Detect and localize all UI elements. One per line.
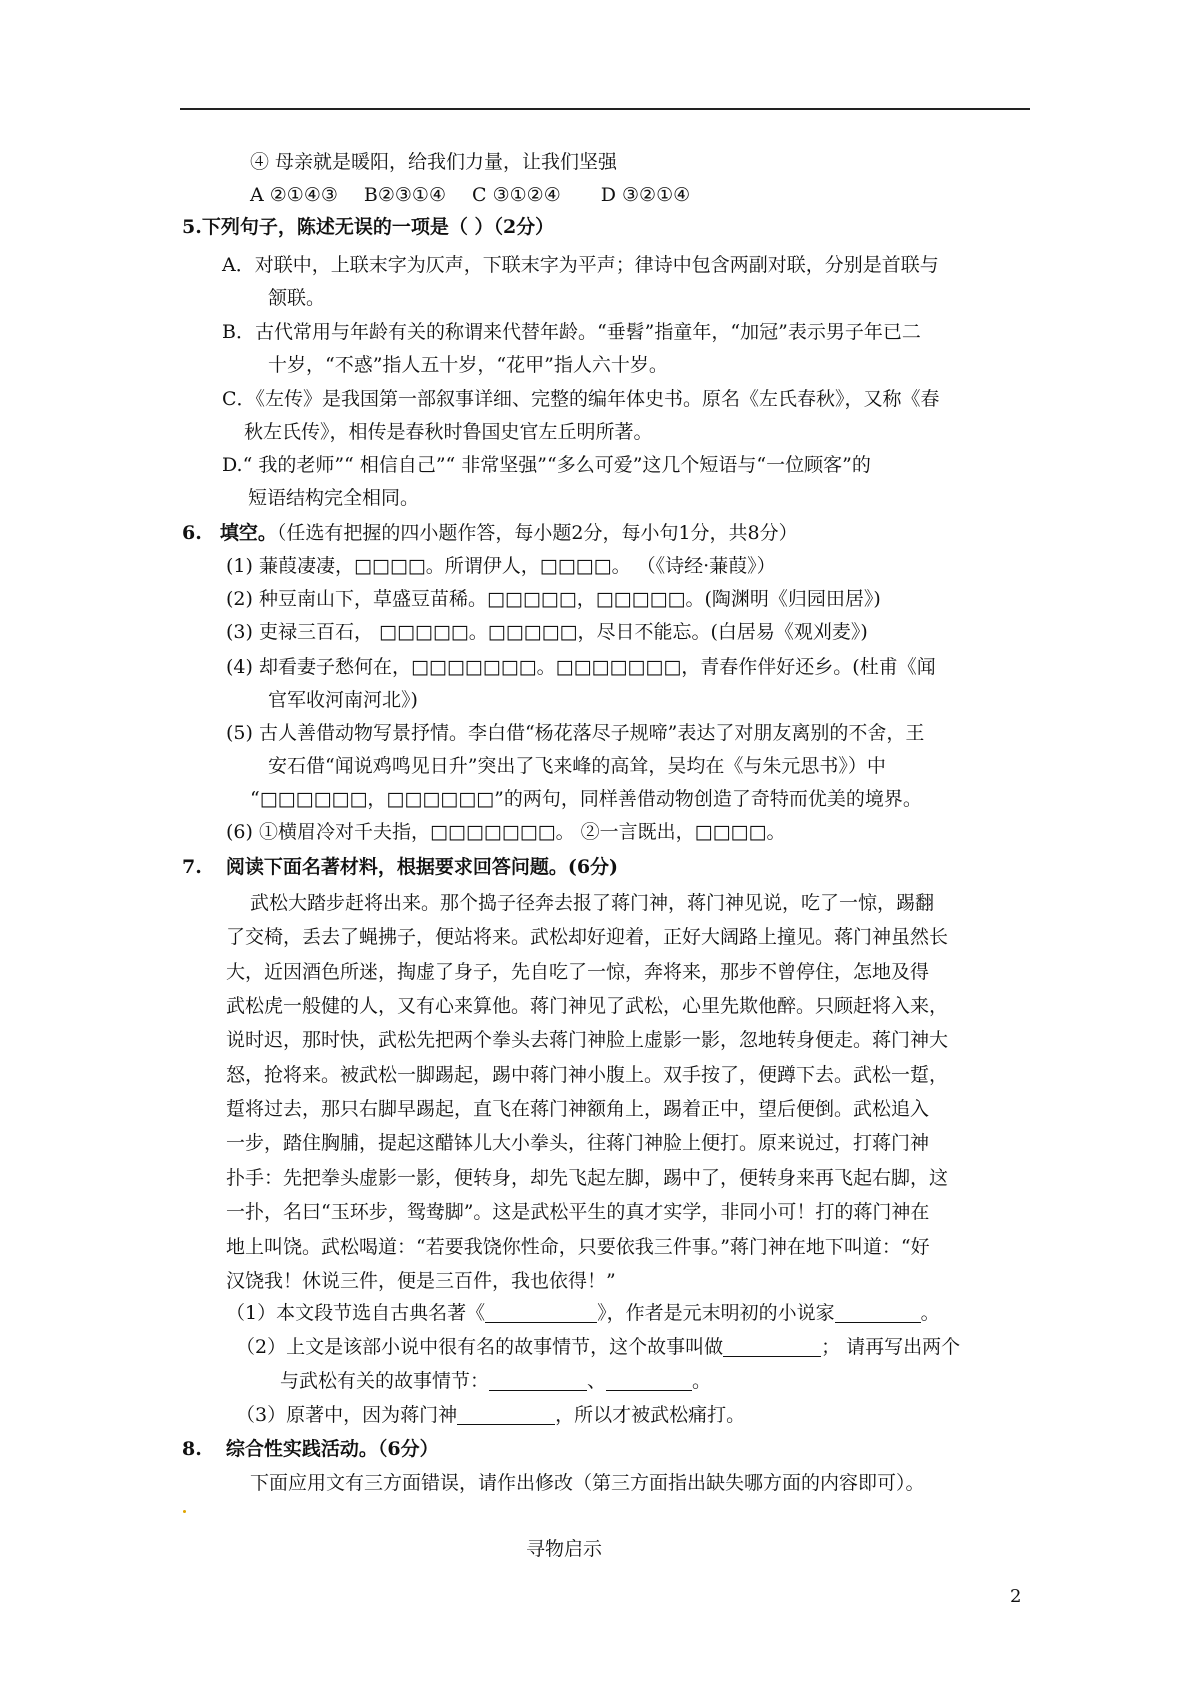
q6-note: （任选有把握的四小题作答，每小题2分，每小句1分，共8分） <box>276 522 798 544</box>
q4-option-d: D ③②①④ <box>600 184 691 206</box>
q4-option-b: B②③①④ <box>363 184 447 206</box>
header-rule <box>180 108 1030 110</box>
q7-sub-2-text-d: 、 <box>587 1370 607 1392</box>
q4-options <box>250 180 690 210</box>
q5-option-d-line2: 短语结构完全相同。 <box>248 487 420 509</box>
q7-sub-1-text-b: 》，作者是元末明初的小说家 <box>597 1302 835 1324</box>
q7-passage-line: 踅将过去，那只右脚早踢起，直飞在蒋门神额角上，踢着正中，望后便倒。武松追入 <box>226 1098 930 1120</box>
q7-sub-2-cont <box>280 1366 711 1396</box>
q7-passage-line: 一步，踏住胸脯，提起这醋钵儿大小拳头，往蒋门神脸上便打。原来说过，打蒋门神 <box>226 1132 930 1154</box>
q8-title: 综合性实践活动。（6分） <box>225 1438 439 1460</box>
q7-passage-line: 武松虎一般健的人，又有心来算他。蒋门神见了武松，心里先欺他醉。只顾赶将入来， <box>226 995 949 1017</box>
q7-passage-line: 地上叫饶。武松喝道：“若要我饶你性命，只要依我三件事。”蒋门神在地下叫道：“好 <box>226 1236 930 1258</box>
q5-title: 5.下列句子，陈述无误的一项是（ ）（2分） <box>182 216 555 238</box>
q6-header <box>182 518 798 548</box>
q7-passage-line: 怒，抢将来。被武松一脚踢起，踢中蒋门神小腹上。双手按了，便蹲下去。武松一踅， <box>226 1064 949 1086</box>
q6-item-2: (2) 种豆南山下，草盛豆苗稀。□□□□□，□□□□□。(陶渊明《归园田居》) <box>226 588 881 610</box>
notice-title: 寻物启示 <box>526 1538 603 1560</box>
answer-blank-story-3[interactable] <box>606 1372 692 1391</box>
q5-option-a-line1: A．对联中，上联末字为仄声，下联末字为平声；律诗中包含两副对联，分别是首联与 <box>222 254 939 276</box>
q7-passage-line: 武松大踏步赶将出来。那个捣子径奔去报了蒋门神，蒋门神见说，吃了一惊，踢翻 <box>250 892 935 914</box>
q5-option-d-line1: D.“ 我的老师”“ 相信自己”“ 非常坚强”“多么可爱”这几个短语与“一位顾客”的 <box>222 454 871 476</box>
q7-sub-1-text-a: （1）本文段节选自古典名著《 <box>226 1302 486 1324</box>
q6-item-5-cont: 安石借“闻说鸡鸣见日升”突出了飞来峰的高耸，吴均在《与朱元思书》）中 <box>268 755 886 777</box>
q7-sub-1 <box>226 1298 940 1328</box>
scan-speck <box>183 1510 186 1513</box>
q7-sub-3-text-a: （3）原著中，因为蒋门神 <box>236 1404 458 1426</box>
q7-passage-line: 汉饶我！休说三件，便是三百件，我也依得！” <box>226 1270 616 1292</box>
q7-sub-2-text-a: （2）上文是该部小说中很有名的故事情节，这个故事叫做 <box>236 1336 724 1358</box>
q7-header <box>182 852 618 882</box>
q7-passage-line: 扑手：先把拳头虚影一影，便转身，却先飞起左脚，踢中了，便转身来再飞起右脚，这 <box>226 1167 949 1189</box>
q7-number: 7. <box>182 856 202 878</box>
q7-sub-3 <box>236 1400 745 1430</box>
page-number: 2 <box>1010 1586 1022 1607</box>
answer-blank-reason[interactable] <box>457 1406 555 1425</box>
q7-passage-line: 了交椅，丢去了蝇拂子，便站将来。武松却好迎着，正好大阔路上撞见。蒋门神虽然长 <box>226 926 949 948</box>
q7-sub-2 <box>236 1332 960 1362</box>
q7-title: 阅读下面名著材料，根据要求回答问题。(6分) <box>225 856 619 878</box>
q7-passage-line: 说时迟，那时快，武松先把两个拳头去蒋门神脸上虚影一影，忽地转身便走。蒋门神大 <box>226 1029 949 1051</box>
q7-passage-line: 大，近因酒色所迷，掏虚了身子，先自吃了一惊，奔将来，那步不曾停住，怎地及得 <box>226 961 930 983</box>
q6-title: 填空。 <box>219 522 277 544</box>
q4-item-4: ④ 母亲就是暖阳，给我们力量，让我们坚强 <box>250 151 618 173</box>
answer-blank-story[interactable] <box>723 1338 821 1357</box>
q6-item-3: (3) 吏禄三百石， □□□□□。□□□□□，尽日不能忘。(白居易《观刈麦》) <box>226 621 868 643</box>
q8-number: 8. <box>182 1438 202 1460</box>
answer-blank-book[interactable] <box>485 1304 597 1323</box>
q5-option-b-line2: 十岁，“不惑”指人五十岁，“花甲”指人六十岁。 <box>268 354 668 376</box>
q7-passage-line: 一扑，名曰“玉环步，鸳鸯脚”。这是武松平生的真才实学，非同小可！打的蒋门神在 <box>226 1201 930 1223</box>
q4-option-c: C ③①②④ <box>472 184 561 206</box>
q7-sub-3-text-b: ，所以才被武松痛打。 <box>555 1404 746 1426</box>
q7-sub-2-text-b: ； 请再写出两个 <box>821 1336 961 1358</box>
q6-item-4-cont: 官军收河南河北》) <box>268 689 418 711</box>
q7-sub-2-text-c: 与武松有关的故事情节： <box>280 1370 490 1392</box>
q5-option-a-line2: 颔联。 <box>268 287 326 309</box>
q7-sub-1-text-c: 。 <box>920 1302 940 1324</box>
q4-option-a: A ②①④③ <box>250 184 338 206</box>
answer-blank-author[interactable] <box>835 1304 921 1323</box>
q7-sub-2-text-e: 。 <box>692 1370 712 1392</box>
q6-item-6: (6) ①横眉冷对千夫指，□□□□□□□。 ②一言既出，□□□□。 <box>226 821 786 843</box>
q6-item-1: (1) 蒹葭凄凄，□□□□。所谓伊人，□□□□。 （《诗经·蒹葭》） <box>226 555 776 577</box>
q8-intro: 下面应用文有三方面错误，请作出修改（第三方面指出缺失哪方面的内容即可）。 <box>250 1472 925 1494</box>
q5-option-c-line2: 秋左氏传》，相传是春秋时鲁国史官左丘明所著。 <box>244 421 653 443</box>
q8-header <box>182 1434 439 1464</box>
answer-blank-story-2[interactable] <box>489 1372 587 1391</box>
q6-item-5: (5) 古人善借动物写景抒情。李白借“杨花落尽子规啼”表达了对朋友离别的不舍，王 <box>226 722 925 744</box>
q5-option-b-line1: B．古代常用与年龄有关的称谓来代替年龄。“垂髫”指童年，“加冠”表示男子年已二 <box>222 321 921 343</box>
q5-option-c-line1: C．《左传》是我国第一部叙事详细、完整的编年体史书。原名《左氏春秋》，又称《春 <box>222 388 940 410</box>
q6-item-4: (4) 却看妻子愁何在，□□□□□□□。□□□□□□□，青春作伴好还乡。(杜甫《闻 <box>226 656 936 678</box>
q6-number: 6. <box>182 522 202 544</box>
q6-item-5-cont2: “□□□□□□，□□□□□□”的两句，同样善借动物创造了奇特而优美的境界。 <box>250 788 922 810</box>
